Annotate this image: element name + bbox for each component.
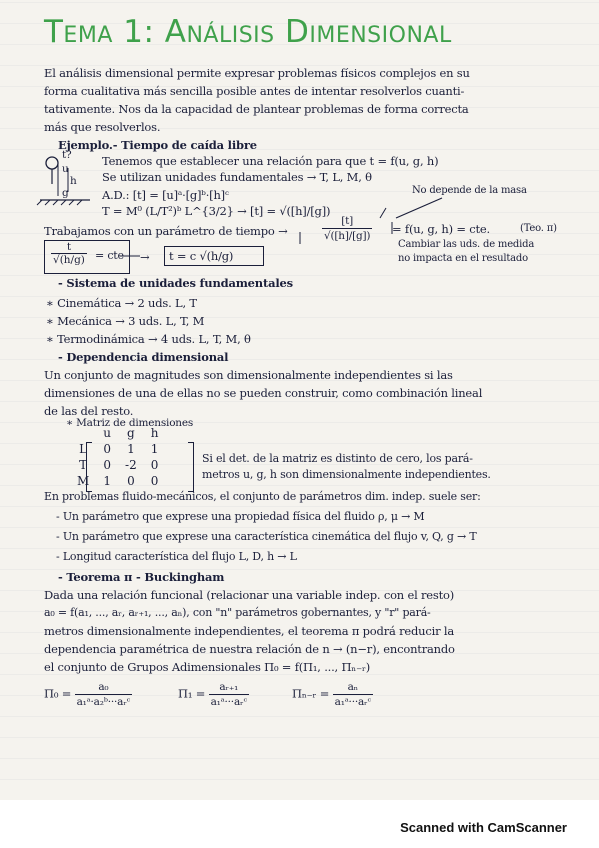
ratio-fraction <box>322 214 372 243</box>
units-item: ∗ Termodinámica → 4 uds. L, T, M, θ <box>46 332 251 346</box>
dependence-line: de las del resto. <box>44 404 134 418</box>
matrix-row-label: T <box>79 458 88 472</box>
example-line: Se utilizan unidades fundamentales → T, L, M, θ <box>102 170 372 184</box>
intro-line: tativamente. Nos da la capacidad de plantear problemas de forma correcta <box>44 102 469 116</box>
pi1-numerator: aᵣ₊₁ <box>209 680 249 695</box>
intro-line: más que resolverlos. <box>44 120 161 134</box>
example-line: T = M⁰ (L/T²)ᵇ L^{3/2} → [t] = √([h]/[g]) <box>102 204 331 218</box>
buckingham-line: a₀ = f(a₁, ..., aᵣ, aᵣ₊₁, ..., aₙ), con "n" parámetros gobernantes, y "r" pará- <box>44 606 431 619</box>
fig-label-t: t? <box>62 149 72 161</box>
example-line: A.D.: [t] = [u]ᵃ·[g]ᵇ·[h]ᶜ <box>102 188 229 202</box>
buckingham-heading: - Teorema π - Buckingham <box>58 570 225 584</box>
pi0-group <box>44 680 132 709</box>
change-note: Cambiar las uds. de medida <box>398 239 535 250</box>
pin-denominator: a₁ᵃ···aᵣᶜ <box>334 696 371 708</box>
matrix-heading: ∗ Matriz de dimensiones <box>66 417 194 429</box>
units-item-text: Cinemática → 2 uds. L, T <box>57 296 197 310</box>
example-heading: Ejemplo.- Tiempo de caída libre <box>58 138 257 152</box>
pi1-group <box>178 680 249 709</box>
ratio-prefix: Trabajamos con un parámetro de tiempo → <box>44 224 288 238</box>
pi1-label: Π₁ = <box>178 686 206 701</box>
pin-label: Πₙ₋ᵣ = <box>292 686 330 701</box>
matrix-note: metros u, g, h son dimensionalmente independientes. <box>202 468 491 481</box>
units-item-text: Termodinámica → 4 uds. L, T, M, θ <box>57 332 251 346</box>
matrix-cell: 0 <box>103 458 111 472</box>
pi0-label: Π₀ = <box>44 686 72 701</box>
buckingham-line: el conjunto de Grupos Adimensionales Π₀ = f(Π₁, ..., Πₙ₋ᵣ) <box>44 660 371 674</box>
matrix-cell: -2 <box>125 458 137 472</box>
buckingham-line: Dada una relación funcional (relacionar una variable indep. con el resto) <box>44 588 455 602</box>
fluid-item: - Longitud característica del flujo L, D, h → L <box>56 550 297 563</box>
dimension-matrix <box>70 425 165 489</box>
result-box-ratio <box>44 240 130 274</box>
units-item-text: Mecánica → 3 uds. L, T, M <box>57 314 205 328</box>
intro-line: forma cualitativa más sencilla posible antes de intentar resolverlos cuanti- <box>44 84 465 98</box>
matrix-row-label: L <box>79 442 88 456</box>
fluid-intro: En problemas fluido-mecánicos, el conjunto de parámetros dim. indep. suele ser: <box>44 490 481 503</box>
units-heading: - Sistema de unidades fundamentales <box>58 276 293 290</box>
pi1-denominator: a₁ᵃ···aᵣᶜ <box>210 696 247 708</box>
matrix-row <box>70 441 165 457</box>
matrix-note: Si el det. de la matriz es distinto de cero, los pará- <box>202 452 473 465</box>
matrix-bracket-left <box>86 442 92 492</box>
matrix-cell: 0 <box>150 458 159 472</box>
ratio-denominator: √([h]/[g]) <box>324 230 371 242</box>
ratio-numerator: [t] <box>322 214 372 229</box>
pi0-numerator: a₀ <box>75 680 132 695</box>
pin-numerator: aₙ <box>333 680 373 695</box>
dependence-line: dimensiones de una de ellas no se pueden construir, como combinación lineal <box>44 386 483 400</box>
example-line: Tenemos que establecer una relación para que t = f(u, g, h) <box>102 154 439 168</box>
fluid-item: - Un parámetro que exprese una propiedad física del fluido ρ, μ → M <box>56 510 425 523</box>
matrix-heading-text: Matriz de dimensiones <box>76 417 194 429</box>
units-item: ∗ Mecánica → 3 uds. L, T, M <box>46 314 205 328</box>
box-denominator: √(h/g) <box>53 254 85 266</box>
matrix-cell: 0 <box>127 474 135 488</box>
matrix-row <box>70 457 165 473</box>
buckingham-line: dependencia paramétrica de nuestra relación de n → (n−r), encontrando <box>44 642 455 656</box>
units-item: ∗ Cinemática → 2 uds. L, T <box>46 296 197 310</box>
result-box-formula <box>164 246 264 266</box>
matrix-row-label: M <box>77 474 90 488</box>
fluid-item: - Un parámetro que exprese una característica cinemática del flujo v, Q, g → T <box>56 530 477 543</box>
pi0-denominator: a₁ᵃ·a₂ᵇ···aᵣᶜ <box>76 696 131 708</box>
dependence-line: Un conjunto de magnitudes son dimensionalmente independientes si las <box>44 368 453 382</box>
scanner-watermark: Scanned with CamScanner <box>400 820 567 835</box>
matrix-bracket-right <box>188 442 194 492</box>
fig-label-g: g <box>62 187 69 199</box>
intro-line: El análisis dimensional permite expresar problemas físicos complejos en su <box>44 66 470 80</box>
matrix-cell: 1 <box>150 442 159 456</box>
box-numerator: t <box>51 241 87 254</box>
matrix-col-header: h <box>150 426 159 440</box>
matrix-col-header: u <box>103 426 112 440</box>
matrix-col-header: g <box>127 426 135 440</box>
matrix-cell: 1 <box>103 474 111 488</box>
matrix-cell: 0 <box>150 474 159 488</box>
matrix-cell: 0 <box>103 442 111 456</box>
change-note: no impacta en el resultado <box>398 253 528 264</box>
dependence-heading: - Dependencia dimensional <box>58 350 229 364</box>
matrix-row <box>70 473 165 489</box>
buckingham-line: metros dimensionalmente independientes, el teorema π podrá reducir la <box>44 624 454 638</box>
page-title: Tema 1: Análisis Dimensional <box>44 14 452 50</box>
pin-group <box>292 680 373 709</box>
scanner-footer <box>0 800 599 848</box>
mass-note: No depende de la masa <box>412 185 527 196</box>
fig-label-h: h <box>70 175 77 187</box>
fig-label-u: u <box>62 163 69 175</box>
formula-text: t = c √(h/g) <box>169 249 234 263</box>
ratio-note: (Teo. π) <box>520 223 557 234</box>
arrow: → <box>140 250 150 264</box>
box-equals: = cte <box>95 249 124 262</box>
matrix-cell: 1 <box>127 442 135 456</box>
ratio-suffix: = f(u, g, h) = cte. <box>392 222 490 236</box>
